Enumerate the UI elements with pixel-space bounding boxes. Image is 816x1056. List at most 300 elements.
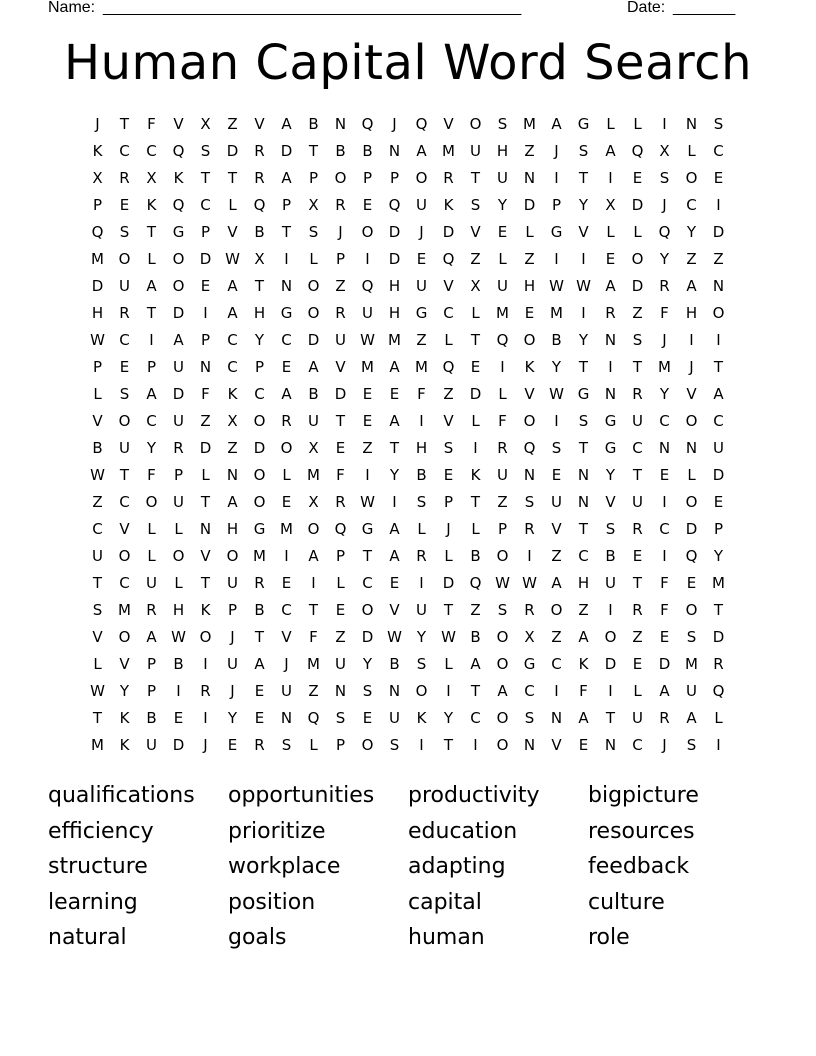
grid-letter: Z xyxy=(632,628,643,646)
grid-letter: I xyxy=(554,250,559,268)
grid-letter: Y xyxy=(713,547,724,565)
grid-letter: T xyxy=(578,520,589,538)
grid-letter: Z xyxy=(470,250,481,268)
grid-letter: A xyxy=(146,277,157,295)
grid-letter: X xyxy=(200,115,211,133)
grid-letter: G xyxy=(253,520,266,538)
grid-letter: V xyxy=(389,601,400,619)
grid-letter: S xyxy=(470,196,481,214)
grid-letter: S xyxy=(551,439,562,457)
grid-letter: Z xyxy=(335,277,346,295)
grid-letter: R xyxy=(281,412,292,430)
grid-letter: Y xyxy=(659,385,670,403)
grid-letter: X xyxy=(605,196,616,214)
grid-letter: V xyxy=(200,547,211,565)
grid-letter: I xyxy=(176,682,181,700)
grid-letter: K xyxy=(524,358,535,376)
grid-letter: K xyxy=(470,466,481,484)
grid-letter: W xyxy=(549,385,564,403)
grid-letter: Y xyxy=(227,709,238,727)
grid-letter: H xyxy=(685,304,698,322)
grid-letter: E xyxy=(119,196,130,214)
grid-letter: O xyxy=(523,412,536,430)
grid-letter: L xyxy=(444,655,453,673)
grid-row xyxy=(84,570,732,597)
grid-letter: C xyxy=(92,520,103,538)
grid-letter: M xyxy=(280,520,293,538)
grid-letter: I xyxy=(581,250,586,268)
grid-letter: F xyxy=(660,574,669,592)
grid-letter: T xyxy=(200,493,211,511)
grid-letter: V xyxy=(254,115,265,133)
grid-letter: E xyxy=(713,493,724,511)
grid-letter: Q xyxy=(253,196,266,214)
grid-letter: V xyxy=(443,115,454,133)
grid-letter: M xyxy=(118,601,131,619)
date-label: Date: xyxy=(627,0,666,16)
grid-letter: L xyxy=(93,385,102,403)
grid-letter: D xyxy=(631,196,644,214)
grid-letter: I xyxy=(419,574,424,592)
grid-letter: H xyxy=(577,574,590,592)
grid-letter: I xyxy=(608,169,613,187)
date-field[interactable]: _______ xyxy=(673,0,736,16)
grid-letter: E xyxy=(335,439,346,457)
letter-grid xyxy=(84,111,732,759)
grid-letter: J xyxy=(689,358,694,376)
grid-letter: N xyxy=(550,709,563,727)
grid-letter: E xyxy=(362,412,373,430)
grid-letter: R xyxy=(713,655,724,673)
grid-letter: N xyxy=(577,466,590,484)
grid-letter: P xyxy=(308,169,319,187)
grid-letter: S xyxy=(524,709,535,727)
grid-letter: E xyxy=(362,385,373,403)
grid-letter: W xyxy=(90,466,105,484)
grid-letter: E xyxy=(119,358,130,376)
grid-letter: O xyxy=(361,601,374,619)
grid-letter: O xyxy=(172,277,185,295)
grid-letter: N xyxy=(334,115,347,133)
grid-letter: E xyxy=(632,169,643,187)
grid-letter: U xyxy=(497,169,508,187)
grid-letter: C xyxy=(254,385,265,403)
grid-letter: D xyxy=(361,628,374,646)
grid-letter: E xyxy=(443,466,454,484)
grid-letter: L xyxy=(147,250,156,268)
grid-letter: F xyxy=(579,682,588,700)
grid-letter: W xyxy=(522,574,537,592)
grid-row xyxy=(84,381,732,408)
grid-letter: O xyxy=(118,412,131,430)
grid-letter: O xyxy=(307,277,320,295)
grid-letter: E xyxy=(470,358,481,376)
grid-letter: G xyxy=(604,412,617,430)
grid-letter: H xyxy=(253,304,266,322)
grid-letter: M xyxy=(307,655,320,673)
grid-letter: G xyxy=(172,223,185,241)
grid-letter: O xyxy=(307,304,320,322)
grid-letter: L xyxy=(336,574,345,592)
grid-letter: C xyxy=(659,520,670,538)
grid-letter: T xyxy=(254,628,265,646)
grid-letter: L xyxy=(93,655,102,673)
grid-letter: I xyxy=(365,250,370,268)
grid-letter: U xyxy=(686,682,697,700)
grid-letter: M xyxy=(388,331,401,349)
grid-letter: S xyxy=(92,601,103,619)
grid-letter: E xyxy=(362,709,373,727)
grid-letter: U xyxy=(416,277,427,295)
grid-letter: P xyxy=(146,655,157,673)
grid-row xyxy=(84,705,732,732)
grid-letter: T xyxy=(335,412,346,430)
grid-letter: D xyxy=(685,520,698,538)
grid-letter: Y xyxy=(362,655,373,673)
grid-letter: R xyxy=(335,196,346,214)
grid-letter: U xyxy=(389,709,400,727)
grid-letter: S xyxy=(416,493,427,511)
grid-letter: W xyxy=(90,682,105,700)
grid-letter: O xyxy=(712,304,725,322)
grid-letter: I xyxy=(554,412,559,430)
grid-letter: Q xyxy=(631,142,644,160)
grid-letter: H xyxy=(415,439,428,457)
grid-letter: T xyxy=(254,277,265,295)
grid-letter: R xyxy=(497,439,508,457)
grid-letter: C xyxy=(227,331,238,349)
grid-letter: L xyxy=(147,520,156,538)
grid-letter: M xyxy=(307,466,320,484)
grid-letter: E xyxy=(281,358,292,376)
grid-letter: E xyxy=(200,277,211,295)
grid-letter: O xyxy=(550,601,563,619)
grid-letter: X xyxy=(308,196,319,214)
grid-letter: S xyxy=(443,439,454,457)
grid-letter: J xyxy=(203,736,208,754)
grid-letter: O xyxy=(685,601,698,619)
grid-letter: W xyxy=(387,628,402,646)
grid-letter: U xyxy=(416,196,427,214)
grid-letter: K xyxy=(173,169,184,187)
word-list-item: learning xyxy=(48,889,138,915)
word-list-item: human xyxy=(408,925,485,951)
grid-letter: T xyxy=(200,574,211,592)
grid-letter: F xyxy=(201,385,210,403)
grid-letter: O xyxy=(199,628,212,646)
grid-letter: E xyxy=(389,574,400,592)
grid-letter: G xyxy=(604,439,617,457)
grid-letter: A xyxy=(389,547,400,565)
grid-letter: A xyxy=(389,412,400,430)
grid-letter: A xyxy=(173,331,184,349)
grid-letter: B xyxy=(308,385,319,403)
grid-row xyxy=(84,462,732,489)
grid-letter: N xyxy=(280,709,293,727)
grid-letter: P xyxy=(362,169,373,187)
grid-letter: J xyxy=(392,115,397,133)
grid-letter: C xyxy=(119,574,130,592)
grid-letter: Z xyxy=(686,250,697,268)
grid-letter: T xyxy=(281,223,292,241)
grid-letter: B xyxy=(605,547,616,565)
grid-letter: Q xyxy=(307,709,320,727)
grid-letter: F xyxy=(147,115,156,133)
grid-row xyxy=(84,732,732,759)
grid-letter: B xyxy=(146,709,157,727)
grid-letter: O xyxy=(361,223,374,241)
grid-letter: V xyxy=(119,655,130,673)
word-list-item: prioritize xyxy=(228,818,326,844)
grid-row xyxy=(84,597,732,624)
grid-letter: U xyxy=(281,682,292,700)
grid-letter: A xyxy=(416,142,427,160)
grid-letter: L xyxy=(687,142,696,160)
grid-letter: V xyxy=(335,358,346,376)
grid-letter: D xyxy=(91,277,104,295)
grid-letter: X xyxy=(227,412,238,430)
grid-letter: R xyxy=(335,304,346,322)
grid-letter: R xyxy=(254,169,265,187)
grid-letter: Q xyxy=(361,115,374,133)
grid-letter: R xyxy=(524,601,535,619)
grid-letter: E xyxy=(713,169,724,187)
grid-row xyxy=(84,435,732,462)
grid-letter: U xyxy=(227,655,238,673)
grid-letter: Z xyxy=(443,385,454,403)
grid-letter: U xyxy=(605,574,616,592)
grid-letter: Y xyxy=(605,466,616,484)
grid-letter: A xyxy=(605,142,616,160)
grid-letter: M xyxy=(712,574,725,592)
grid-letter: G xyxy=(577,115,590,133)
grid-letter: U xyxy=(632,493,643,511)
grid-letter: R xyxy=(524,520,535,538)
grid-letter: D xyxy=(307,331,320,349)
grid-letter: C xyxy=(119,331,130,349)
grid-letter: A xyxy=(470,655,481,673)
grid-letter: D xyxy=(712,466,725,484)
grid-letter: S xyxy=(713,115,724,133)
grid-letter: V xyxy=(686,385,697,403)
grid-letter: I xyxy=(608,601,613,619)
grid-letter: O xyxy=(469,115,482,133)
grid-letter: A xyxy=(308,547,319,565)
grid-letter: O xyxy=(118,628,131,646)
grid-letter: O xyxy=(496,547,509,565)
grid-letter: U xyxy=(416,601,427,619)
grid-letter: D xyxy=(253,439,266,457)
grid-letter: O xyxy=(253,493,266,511)
grid-letter: Q xyxy=(496,331,509,349)
grid-letter: D xyxy=(280,142,293,160)
grid-letter: Q xyxy=(658,223,671,241)
grid-letter: A xyxy=(254,655,265,673)
grid-row xyxy=(84,273,732,300)
grid-row xyxy=(84,678,732,705)
grid-letter: T xyxy=(578,439,589,457)
grid-letter: C xyxy=(578,547,589,565)
grid-letter: K xyxy=(416,709,427,727)
grid-letter: D xyxy=(442,223,455,241)
grid-letter: L xyxy=(498,385,507,403)
grid-letter: L xyxy=(471,520,480,538)
grid-letter: D xyxy=(199,439,212,457)
word-list-item: position xyxy=(228,889,316,915)
grid-letter: N xyxy=(658,439,671,457)
grid-letter: I xyxy=(419,736,424,754)
grid-letter: U xyxy=(146,736,157,754)
grid-row xyxy=(84,111,732,138)
grid-letter: H xyxy=(523,277,536,295)
grid-letter: G xyxy=(550,223,563,241)
grid-letter: E xyxy=(227,736,238,754)
grid-letter: V xyxy=(92,412,103,430)
grid-letter: O xyxy=(631,250,644,268)
grid-letter: E xyxy=(254,709,265,727)
grid-letter: D xyxy=(658,655,671,673)
grid-letter: I xyxy=(473,736,478,754)
grid-letter: I xyxy=(608,682,613,700)
grid-letter: P xyxy=(389,169,400,187)
grid-letter: D xyxy=(469,385,482,403)
grid-letter: E xyxy=(632,547,643,565)
grid-letter: E xyxy=(254,682,265,700)
grid-letter: U xyxy=(497,466,508,484)
grid-letter: E xyxy=(524,304,535,322)
grid-letter: I xyxy=(716,736,721,754)
grid-row xyxy=(84,624,732,651)
grid-letter: R xyxy=(173,439,184,457)
grid-letter: Q xyxy=(469,574,482,592)
grid-letter: G xyxy=(523,655,536,673)
grid-letter: Z xyxy=(578,601,589,619)
grid-letter: M xyxy=(442,142,455,160)
grid-letter: L xyxy=(687,466,696,484)
grid-letter: L xyxy=(525,223,534,241)
grid-letter: V xyxy=(443,412,454,430)
grid-letter: T xyxy=(92,709,103,727)
word-list-row xyxy=(48,849,768,885)
grid-letter: Z xyxy=(524,250,535,268)
grid-letter: T xyxy=(227,169,238,187)
grid-letter: L xyxy=(174,574,183,592)
grid-letter: Q xyxy=(415,115,428,133)
grid-letter: T xyxy=(443,601,454,619)
grid-letter: I xyxy=(284,547,289,565)
grid-letter: I xyxy=(527,547,532,565)
grid-letter: N xyxy=(604,736,617,754)
grid-letter: T xyxy=(146,304,157,322)
grid-letter: N xyxy=(685,439,698,457)
grid-letter: I xyxy=(284,250,289,268)
grid-letter: O xyxy=(172,250,185,268)
grid-letter: X xyxy=(659,142,670,160)
grid-letter: C xyxy=(713,412,724,430)
grid-letter: Z xyxy=(200,412,211,430)
grid-letter: J xyxy=(446,520,451,538)
grid-letter: K xyxy=(578,655,589,673)
grid-letter: C xyxy=(146,142,157,160)
grid-letter: N xyxy=(226,466,239,484)
grid-letter: W xyxy=(171,628,186,646)
grid-letter: T xyxy=(119,115,130,133)
grid-letter: M xyxy=(496,304,509,322)
grid-letter: B xyxy=(173,655,184,673)
grid-letter: K xyxy=(227,385,238,403)
grid-letter: B xyxy=(254,223,265,241)
grid-letter: K xyxy=(119,709,130,727)
grid-letter: M xyxy=(658,358,671,376)
grid-letter: O xyxy=(172,547,185,565)
grid-letter: T xyxy=(470,331,481,349)
grid-row xyxy=(84,246,732,273)
grid-letter: E xyxy=(659,628,670,646)
grid-letter: V xyxy=(605,493,616,511)
grid-letter: N xyxy=(334,682,347,700)
word-list-item: feedback xyxy=(588,854,690,880)
grid-letter: T xyxy=(578,358,589,376)
grid-letter: P xyxy=(92,358,103,376)
word-list-item: goals xyxy=(228,925,287,951)
grid-letter: A xyxy=(308,358,319,376)
grid-letter: I xyxy=(203,709,208,727)
grid-row xyxy=(84,651,732,678)
grid-letter: D xyxy=(631,277,644,295)
word-list-item: bigpicture xyxy=(588,783,699,808)
grid-letter: E xyxy=(281,493,292,511)
grid-letter: A xyxy=(281,385,292,403)
grid-letter: T xyxy=(92,574,103,592)
grid-letter: R xyxy=(254,736,265,754)
grid-letter: I xyxy=(554,682,559,700)
grid-letter: W xyxy=(90,331,105,349)
grid-letter: O xyxy=(334,169,347,187)
grid-letter: Z xyxy=(227,115,238,133)
grid-letter: A xyxy=(713,385,724,403)
grid-letter: T xyxy=(632,466,643,484)
grid-letter: M xyxy=(253,547,266,565)
grid-letter: X xyxy=(470,277,481,295)
grid-letter: I xyxy=(716,331,721,349)
grid-letter: H xyxy=(496,142,509,160)
grid-letter: Y xyxy=(146,439,157,457)
grid-letter: F xyxy=(660,601,669,619)
grid-letter: U xyxy=(173,358,184,376)
grid-letter: D xyxy=(172,385,185,403)
grid-letter: U xyxy=(497,277,508,295)
grid-letter: L xyxy=(606,223,615,241)
grid-letter: N xyxy=(604,385,617,403)
grid-letter: E xyxy=(578,736,589,754)
grid-letter: C xyxy=(686,196,697,214)
grid-letter: T xyxy=(470,493,481,511)
name-field[interactable]: _______________________________________________ xyxy=(103,0,522,16)
grid-letter: S xyxy=(308,223,319,241)
grid-letter: I xyxy=(662,493,667,511)
grid-letter: A xyxy=(389,358,400,376)
grid-letter: P xyxy=(551,196,562,214)
grid-letter: Y xyxy=(389,466,400,484)
grid-letter: R xyxy=(200,682,211,700)
word-list-row xyxy=(48,885,768,921)
grid-letter: V xyxy=(92,628,103,646)
grid-letter: L xyxy=(444,331,453,349)
grid-row xyxy=(84,192,732,219)
grid-letter: Z xyxy=(92,493,103,511)
word-list-item: capital xyxy=(408,889,482,915)
grid-letter: G xyxy=(577,385,590,403)
